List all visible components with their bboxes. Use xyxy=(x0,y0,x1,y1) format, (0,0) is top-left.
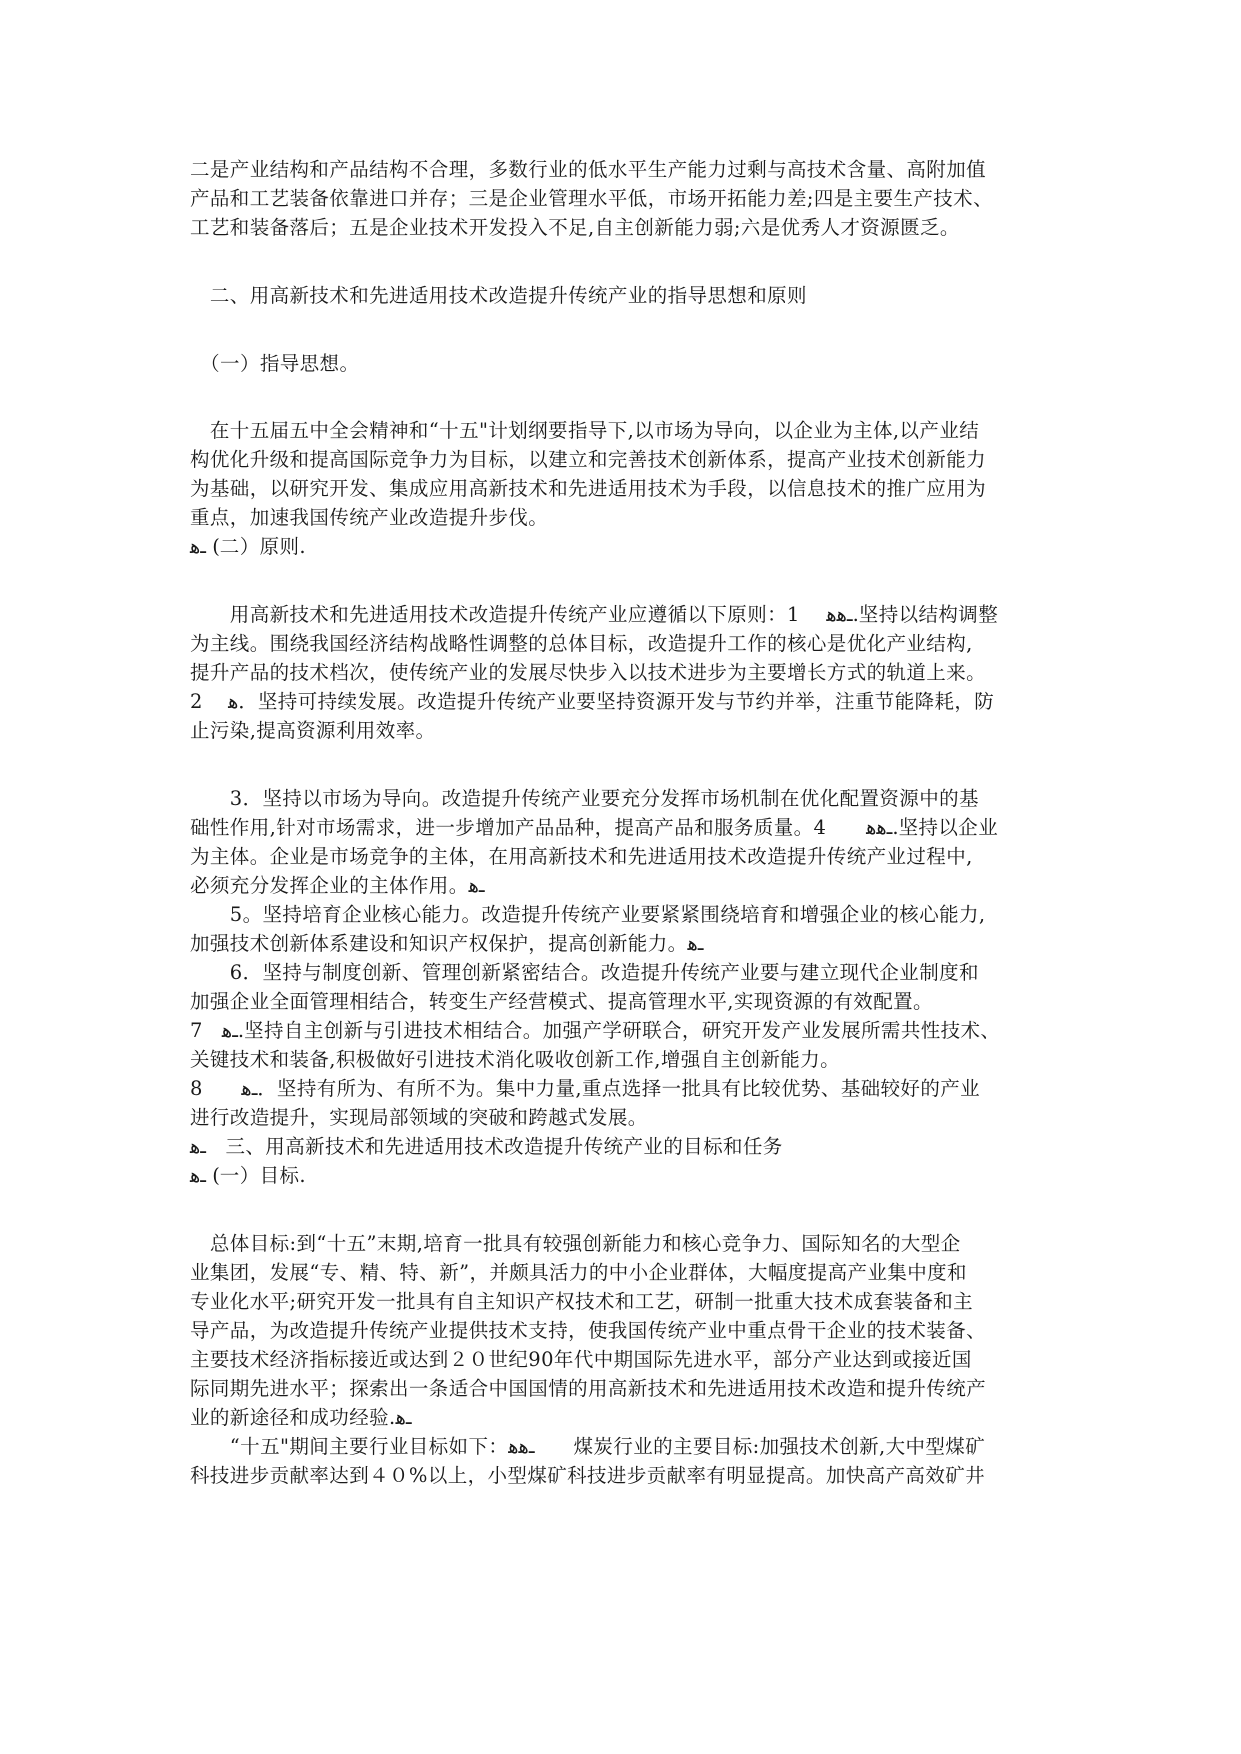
text-line: 科技进步贡献率达到４０%以上，小型煤矿科技进步贡献率有明显提高。加快高产高效矿井 xyxy=(190,1464,986,1487)
text-line: 业集团，发展“专、精、特、新”，并颇具活力的中小企业群体，大幅度提高产业集中度和 xyxy=(190,1261,967,1284)
text-line: 产品和工艺装备依靠进口并存；三是企业管理水平低，市场开拓能力差;四是主要生产技术、 xyxy=(190,187,993,210)
text-line: 主要技术经济指标接近或达到２０世纪90年代中期国际先进水平，部分产业达到或接近国 xyxy=(190,1348,972,1371)
text-line: 止污染,提高资源利用效率。 xyxy=(190,719,436,742)
text-line: “十五"期间主要行业目标如下：ـﻫﻫ 煤炭行业的主要目标:加强技术创新,大中型煤矿 xyxy=(190,1435,986,1458)
text-line: 工艺和装备落后；五是企业技术开发投入不足,自主创新能力弱;六是优秀人才资源匮乏。 xyxy=(190,216,960,239)
section-heading: ـﻫ 三、用高新技术和先进适用技术改造提升传统产业的目标和任务 xyxy=(190,1135,783,1158)
text-line: 为基础，以研究开发、集成应用高新技术和先进适用技术为手段，以信息技术的推广应用为 xyxy=(190,477,987,500)
text-line: 为主线。围绕我国经济结构战略性调整的总体目标，改造提升工作的核心是优化产业结构, xyxy=(190,632,973,655)
text-line: 二是产业结构和产品结构不合理，多数行业的低水平生产能力过剩与高技术含量、高附加值 xyxy=(190,158,987,181)
text-line: 业的新途径和成功经验.ـﻫ xyxy=(190,1406,412,1429)
text-line: 加强企业全面管理相结合，转变生产经营模式、提高管理水平,实现资源的有效配置。 xyxy=(190,990,933,1013)
text-line: 进行改造提升，实现局部领域的突破和跨越式发展。 xyxy=(190,1106,648,1129)
text-line: 6．坚持与制度创新、管理创新紧密结合。改造提升传统产业要与建立现代企业制度和 xyxy=(190,961,979,984)
text-line: 5。坚持培育企业核心能力。改造提升传统产业要紧紧围绕培育和增强企业的核心能力, xyxy=(190,903,986,926)
text-line: 构优化升级和提高国际竞争力为目标，以建立和完善技术创新体系，提高产业技术创新能力 xyxy=(190,448,987,471)
text-line: 为主体。企业是市场竞争的主体，在用高新技术和先进适用技术改造提升传统产业过程中, xyxy=(190,845,973,868)
subsection-heading: ـﻫ (一）目标. xyxy=(190,1164,307,1187)
section-heading: 二、用高新技术和先进适用技术改造提升传统产业的指导思想和原则 xyxy=(190,284,807,307)
text-line: 总体目标:到“十五”末期,培育一批具有较强创新能力和核心竞争力、国际知名的大型企 xyxy=(190,1232,961,1255)
text-line: 提升产品的技术档次，使传统产业的发展尽快步入以技术进步为主要增长方式的轨道上来。 xyxy=(190,661,987,684)
subsection-heading: ـﻫ (二）原则. xyxy=(190,535,307,558)
subsection-heading: （一）指导思想。 xyxy=(190,352,360,375)
text-line: 8 ـﻫ．坚持有所为、有所不为。集中力量,重点选择一批具有比较优势、基础较好的产业 xyxy=(190,1077,981,1100)
text-line: 际同期先进水平；探索出一条适合中国国情的用高新技术和先进适用技术改造和提升传统产 xyxy=(190,1377,987,1400)
text-line: 3．坚持以市场为导向。改造提升传统产业要充分发挥市场机制在优化配置资源中的基 xyxy=(190,787,979,810)
text-line: 专业化水平;研究开发一批具有自主知识产权技术和工艺，研制一批重大技术成套装备和主 xyxy=(190,1290,974,1313)
text-line: 加强技术创新体系建设和知识产权保护，提高创新能力。ـﻫ xyxy=(190,932,704,955)
text-line: 在十五届五中全会精神和“十五"计划纲要指导下,以市场为导向，以企业为主体,以产业结 xyxy=(190,419,980,442)
text-line: 2 ﻫ．坚持可持续发展。改造提升传统产业要坚持资源开发与节约并举，注重节能降耗，防 xyxy=(190,690,995,713)
text-line: 础性作用,针对市场需求，进一步增加产品品种，提高产品和服务质量。4 ـﻫﻫ.坚持以企业 xyxy=(190,816,999,839)
text-line: 7 ـﻫ.坚持自主创新与引进技术相结合。加强产学研联合，研究开发产业发展所需共性技术、 xyxy=(190,1019,1001,1042)
text-line: 用高新技术和先进适用技术改造提升传统产业应遵循以下原则：1 ـﻫﻫ.坚持以结构调整 xyxy=(190,603,999,626)
text-line: 导产品，为改造提升传统产业提供技术支持，使我国传统产业中重点骨干企业的技术装备、 xyxy=(190,1319,987,1342)
text-line: 关键技术和装备,积极做好引进技术消化吸收创新工作,增强自主创新能力。 xyxy=(190,1048,840,1071)
text-line: 必须充分发挥企业的主体作用。ـﻫ xyxy=(190,874,485,897)
text-line: 重点，加速我国传统产业改造提升步伐。 xyxy=(190,506,549,529)
